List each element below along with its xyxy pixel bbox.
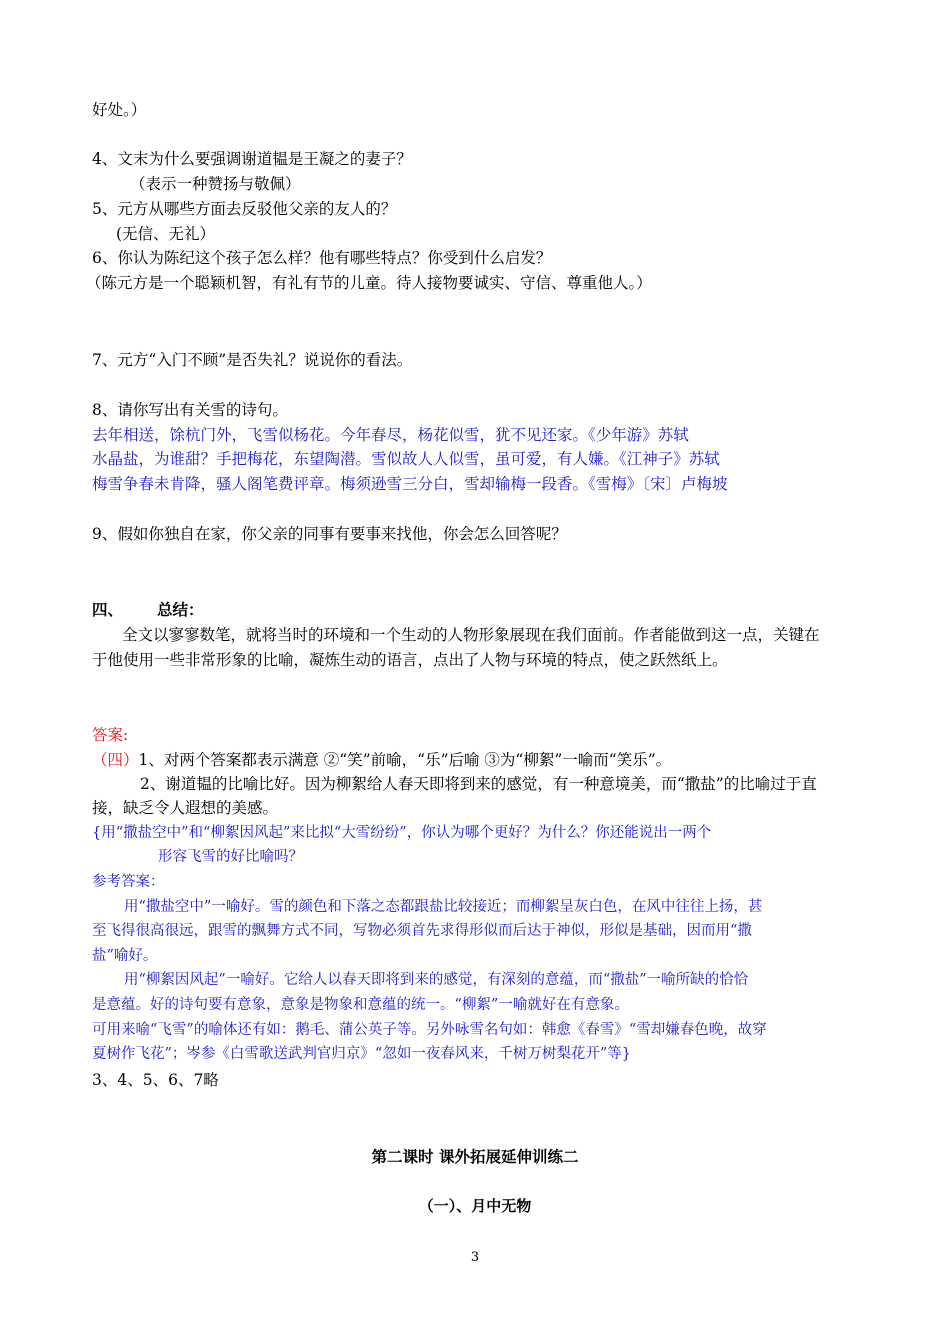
question-8: 8、请你写出有关雪的诗句。	[92, 401, 288, 419]
answers-label: 答案:	[92, 726, 129, 744]
answer-four-1	[92, 749, 671, 771]
page-number: 3	[470, 1250, 480, 1265]
answer-four-2: 2、谢道韫的比喻比好。因为柳絮给人春天即将到来的感觉，有一种意境美，而“撒盐”的比喻过于直	[140, 775, 817, 793]
reference-paragraph-cont: 盐”喻好。	[92, 948, 158, 964]
reference-paragraph: 用“撒盐空中”一喻好。雪的颜色和下落之态都跟盐比较接近；而柳絮呈灰白色，在风中往往上扬，甚	[124, 899, 763, 915]
lesson-title: 第二课时 课外拓展延伸训练二	[371, 1147, 579, 1166]
prev-answer-end: 好处。）	[92, 101, 147, 119]
reference-paragraph-cont: 至飞得很高很远，跟雪的飘舞方式不同，写物必须首先求得形似而后达于神似，形似是基础，因而用“撒	[92, 923, 752, 939]
question-9: 9、假如你独自在家，你父亲的同事有要事来找他，你会怎么回答呢？	[92, 525, 567, 543]
poem-line: 去年相送，馀杭门外，飞雪似杨花。今年春尽，杨花似雪，犹不见还家。《少年游》苏轼	[92, 426, 689, 444]
answer-4: （表示一种赞扬与敬佩）	[130, 175, 301, 193]
extension-question-cont: 形容飞雪的好比喻吗？	[158, 849, 303, 865]
reference-paragraph-cont: 夏树作飞花”；岑参《白雪歌送武判官归京》“忽如一夜春风来，千树万树梨花开”等}	[92, 1046, 631, 1062]
extension-question: {用“撒盐空中”和“柳絮因风起”来比拟“大雪纷纷”，你认为哪个更好？为什么？你还能说出一两个	[92, 825, 712, 841]
poem-line: 梅雪争春未肯降，骚人阁笔费评章。梅须逊雪三分白，雪却输梅一段香。《雪梅》〔宋〕卢梅坡	[92, 475, 728, 493]
summary-heading	[92, 599, 204, 621]
summary-title: 总结：	[157, 600, 204, 619]
reference-paragraph: 用“柳絮因风起”一喻好。它给人以春天即将到来的感觉，有深刻的意蕴，而“撒盐”一喻所缺的恰恰	[124, 972, 749, 988]
summary-text-line: 于他使用一些非常形象的比喻，凝炼生动的语言，点出了人物与环境的特点，使之跃然纸上。	[92, 651, 728, 669]
question-5: 5、元方从哪些方面去反驳他父亲的友人的？	[92, 200, 397, 218]
summary-number: 四、	[92, 600, 124, 619]
question-6: 6、你认为陈纪这个孩子怎么样？他有哪些特点？你受到什么启发？	[92, 249, 552, 267]
answer-four-1-text: 1、对两个答案都表示满意 ②“笑”前喻，“乐”后喻 ③为“柳絮”一喻而“笑乐”。	[138, 751, 672, 769]
reference-paragraph: 可用来喻“飞雪”的喻体还有如：鹅毛、蒲公英子等。另外咏雪名句如：韩愈《春雪》“雪却嫌春色晚，故穿	[92, 1022, 767, 1038]
question-4: 4、文末为什么要强调谢道韫是王凝之的妻子？	[92, 150, 412, 168]
answer-four-2-cont: 接，缺乏令人遐想的美感。	[92, 799, 279, 817]
answer-6: （陈元方是一个聪颖机智，有礼有节的儿童。待人接物要诚实、守信、尊重他人。）	[86, 274, 652, 292]
section-title: （一）、月中无物	[418, 1197, 532, 1215]
answer-section-prefix: （四）	[92, 751, 139, 769]
remaining-answers: 3、4、5、6、7略	[92, 1071, 219, 1089]
poem-line: 水晶盐，为谁甜？手把梅花，东望陶潜。雪似故人人似雪，虽可爱，有人嫌。《江神子》苏轼	[92, 450, 720, 468]
reference-paragraph-cont: 是意蕴。好的诗句要有意象，意象是物象和意蕴的统一。“柳絮”一喻就好在有意象。	[92, 997, 629, 1013]
summary-text-line: 全文以寥寥数笔，就将当时的环境和一个生动的人物形象展现在我们面前。作者能做到这一点，关键在	[122, 626, 820, 644]
answer-5: (无信、无礼）	[116, 225, 216, 243]
question-7: 7、元方“入门不顾”是否失礼？说说你的看法。	[92, 351, 413, 369]
reference-answer-label: 参考答案：	[92, 874, 165, 890]
